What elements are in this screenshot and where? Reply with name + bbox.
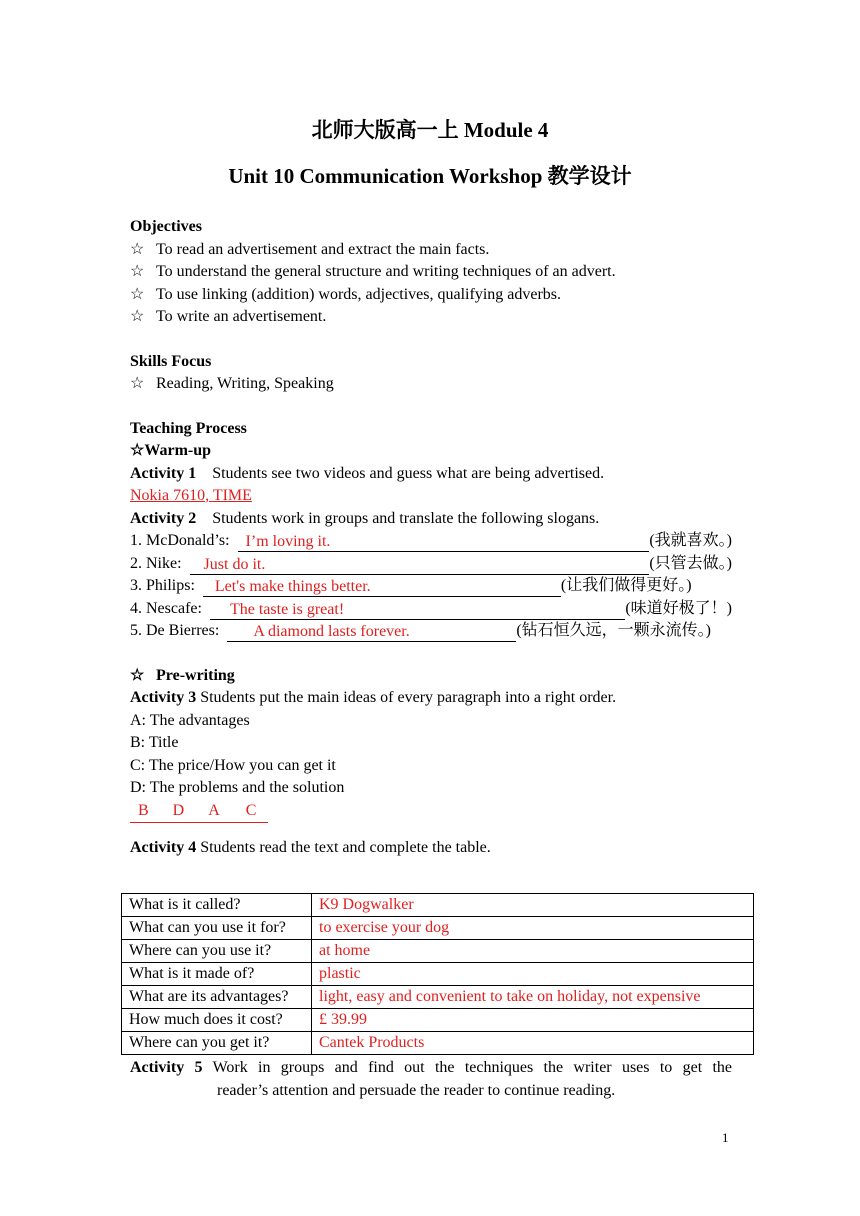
page-number: 1 xyxy=(722,1130,729,1145)
slogan-answer: The taste is great! xyxy=(210,601,625,620)
prewriting-heading: ☆ Pre-writing xyxy=(130,665,732,688)
answer-nokia: Nokia 7610 xyxy=(130,487,206,504)
document-body xyxy=(130,216,732,860)
star-icon: ☆ xyxy=(130,285,145,303)
option-item: B: Title xyxy=(130,734,179,751)
order-answer: B D A C xyxy=(130,800,732,823)
skills-heading: Skills Focus xyxy=(130,352,212,370)
activity-4: Activity 4 Students read the text and complete the table. xyxy=(130,839,491,856)
star-icon: ☆ xyxy=(130,666,145,684)
objectives-heading: Objectives xyxy=(130,218,202,235)
table-row: What are its advantages? light, easy and convenient to take on holiday, not expensive xyxy=(122,986,754,1009)
activity-1-answer: Nokia 7610, TIME xyxy=(130,487,252,504)
table-row: What is it made of? plastic xyxy=(122,963,754,986)
objective-item: ☆ To read an advertisement and extract the main facts. xyxy=(130,239,732,262)
activity-1: Activity 1 Students see two videos and guess what are being advertised. xyxy=(130,464,605,482)
slogan-row: 2. Nike: Just do it. (只管去做。) xyxy=(130,554,732,573)
slogan-row: 3. Philips: Let's make things better. (让我们做得更好。) xyxy=(130,577,692,595)
option-item: C: The price/How you can get it xyxy=(130,756,336,774)
activity-5: Activity 5 Work in groups and find out the techniques the writer uses to get the reader’s attention and persuade the reader to continue reading. xyxy=(130,1059,733,1099)
answer-time: TIME xyxy=(212,487,252,504)
table-row: Where can you get it? Cantek Products xyxy=(122,1032,754,1055)
star-icon: ☆ xyxy=(130,263,145,280)
option-item: A: The advantages xyxy=(130,711,250,729)
table-row: What can you use it for? to exercise your dog xyxy=(122,917,754,940)
table-row: How much does it cost? £ 39.99 xyxy=(122,1009,754,1032)
slogan-row: 5. De Bierres: A diamond lasts forever. (钻石恒久远，一颗永流传。) xyxy=(130,622,711,640)
slogan-answer: I’m loving it. xyxy=(238,533,650,552)
star-icon: ☆ xyxy=(130,240,145,258)
skills-item: ☆ Reading, Writing, Speaking xyxy=(130,373,732,396)
star-icon: ☆ xyxy=(130,375,145,392)
teaching-process-heading: Teaching Process xyxy=(130,419,247,437)
activity-3: Activity 3 Students put the main ideas of every paragraph into a right order. xyxy=(130,689,617,706)
objective-item: ☆ To understand the general structure and writing techniques of an advert. xyxy=(130,261,732,284)
slogan-answer: Just do it. xyxy=(190,556,650,575)
slogan-row: 1. McDonald’s: I’m loving it. (我就喜欢。) xyxy=(130,532,732,550)
table-row: Where can you use it? at home xyxy=(122,940,754,963)
facts-table xyxy=(121,893,754,1055)
activity-2: Activity 2 Students work in groups and translate the following slogans. xyxy=(130,509,600,527)
title-line-2: Unit 10 Communication Workshop 教学设计 xyxy=(228,164,632,188)
objective-item: ☆ To use linking (addition) words, adjectives, qualifying adverbs. xyxy=(130,284,732,307)
star-icon: ☆ xyxy=(130,308,145,325)
warmup-heading: ☆Warm-up xyxy=(130,442,212,459)
slogan-row: 4. Nescafe: The taste is great! (味道好极了！) xyxy=(130,599,732,618)
objective-item: ☆ To write an advertisement. xyxy=(130,306,732,329)
option-item: D: The problems and the solution xyxy=(130,779,345,796)
table-row: What is it called? K9 Dogwalker xyxy=(122,894,754,917)
slogan-answer: Let's make things better. xyxy=(203,578,561,597)
slogan-answer: A diamond lasts forever. xyxy=(227,623,516,642)
title-line-1: 北师大版高一上 Module 4 xyxy=(311,118,549,142)
